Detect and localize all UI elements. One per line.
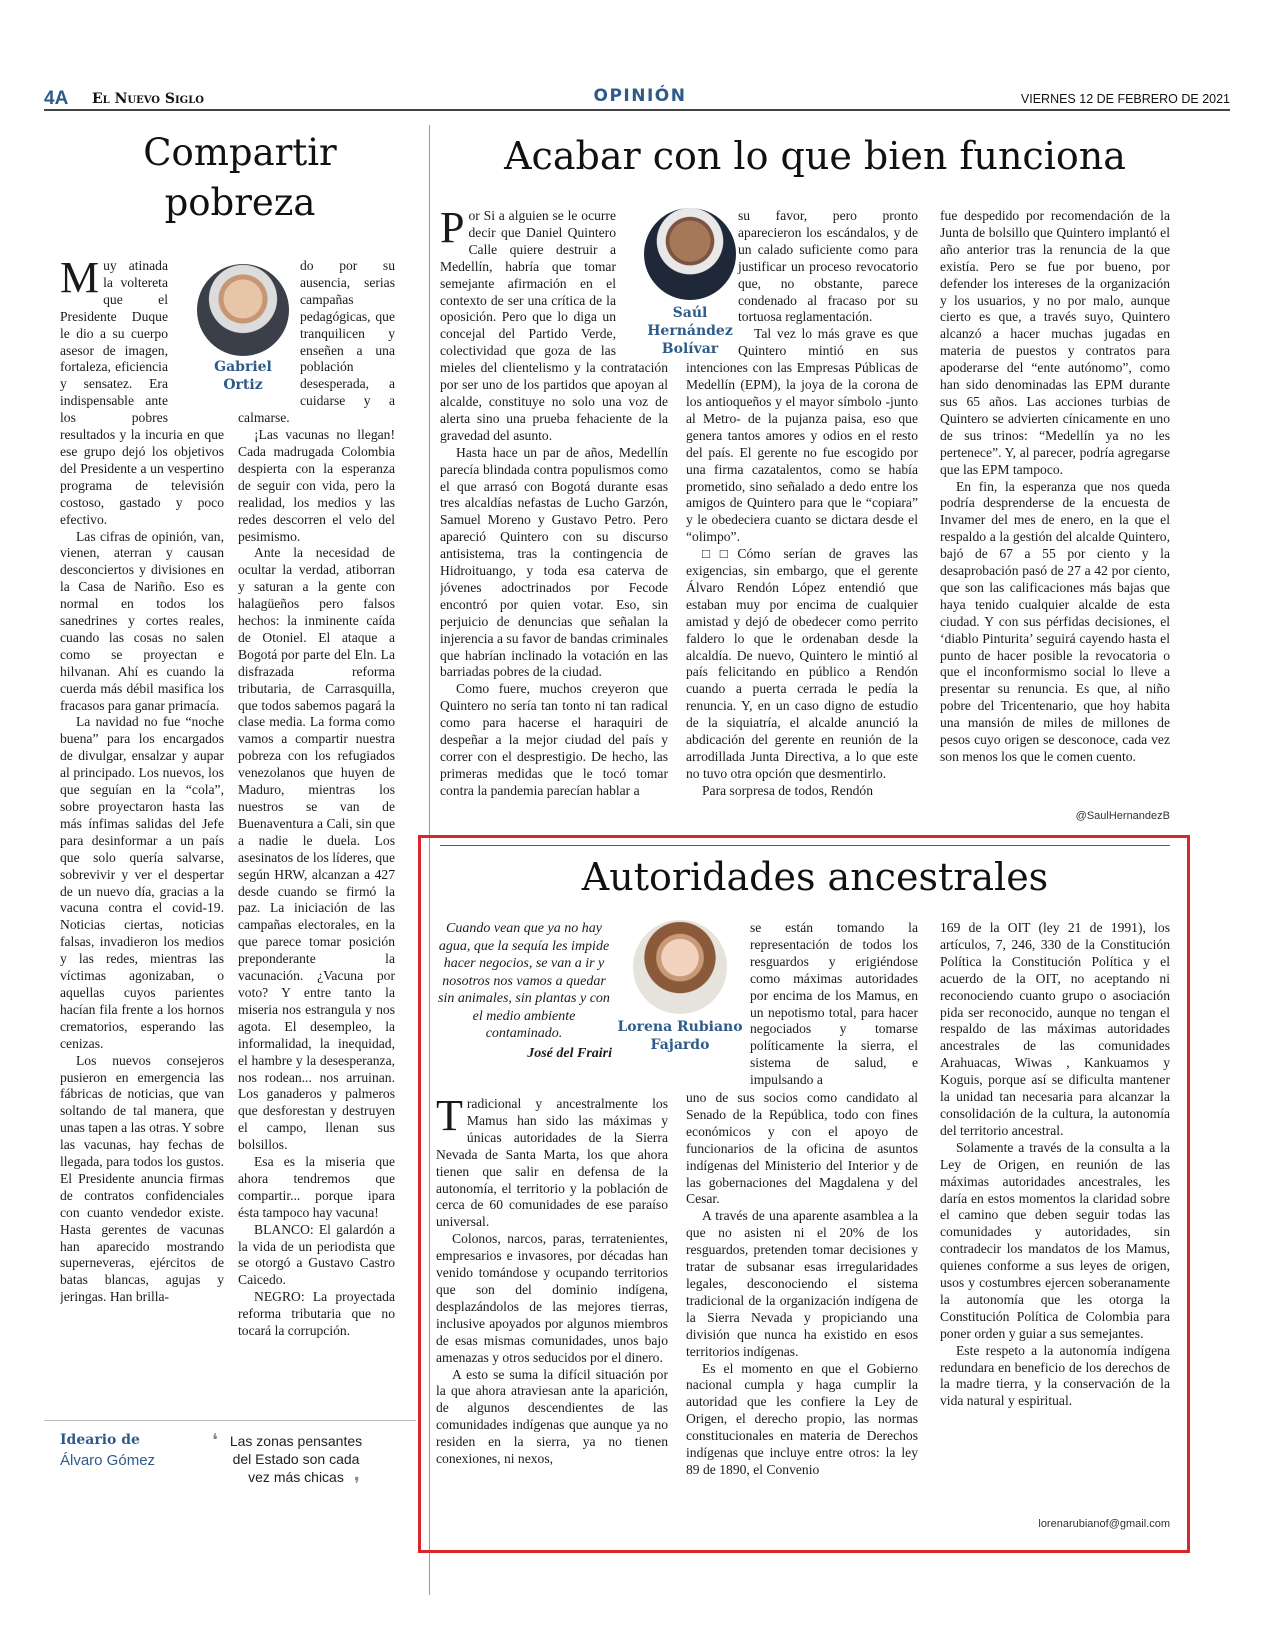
paragraph: Es el momento en que el Gobierno nacional cumpla y haga cumplir la autoridad que les confiere la Ley de Origen, el derecho propio, las normas constitucionales en materia de Derechos indígenas que incluye entre otros: la ley 89 de 1890, el Convenio	[686, 1360, 918, 1477]
paragraph: Esa es la miseria que ahora tendremos que compartir... porque ipara ésta tampoco hay vacuna!	[238, 1154, 395, 1220]
paragraph: Solamente a través de la consulta a la Ley de Origen, en reunión de las máximas autoridades ancestrales, les daría en estos momentos la claridad sobre el camino que deben seguir todas las comunidades y autoridades, sin contradecir los mandatos de los Mamus, quienes conforme a sus leyes de origen, usos y costumbres ejercen soberanamente la autonomía que les otorga la Constitución Política de Colombia para poner orden y guiar a sus semejantes.	[940, 1139, 1170, 1341]
paragraph: BLANCO: El galardón a la vida de un periodista que se otorgó a Gustavo Castro Caicedo.	[238, 1221, 395, 1288]
bottom-article-col-1	[436, 1096, 668, 1536]
section-title: OPINIÓN	[593, 86, 687, 106]
epigraph-author: José del Frairi	[527, 1045, 612, 1061]
bottom-article-col-3	[940, 920, 1170, 1460]
ideario-name: Álvaro Gómez	[60, 1452, 156, 1469]
photo-spacer	[686, 208, 738, 358]
top-signature: @SaulHernandezB	[1075, 810, 1170, 822]
paragraph: Ante la necesidad de ocultar la verdad, atiborran y saturan a la gente con halagüeños pero falsos hechos: la inminente caída de Otoniel. El ataque a Bogotá por parte del Eln. La disfrazada reforma tributaria, de Carrasquilla, que todos sabemos pagará la clase media. La forma como vamos a compartir nuestra pobreza con los refugiados venezolanos que huyen de Maduro, mientras los nuestros se van de Buenaventura a Cali, sin que a nadie le duela. Los asesinatos de los líderes, que según HRW, alcanzan a 427 desde cuando se firmó la paz. La iniciación de las campañas electorales, en la que parece tomar posición preponderante la vacunación. ¿Vacuna por voto? Y entre tanto la miseria nos estrangula y nos agota. El desempleo, la informalidad, la inequidad, el hambre y la desesperanza, nos rodean... nos arruinan. Los ganaderos y palmeros que desforestan y destruyen el campo, llenan sus bolsillos.	[238, 545, 395, 1153]
drop-cap: M	[60, 258, 100, 302]
paragraph: uno de sus socios como candidato al Senado de la República, todo con fines económicos y con el apoyo de funcionarios de la oficina de asuntos indígenas del Ministerio del Interior y de las gobernaciones del Magdalena y del Cesar.	[686, 1090, 918, 1207]
bottom-author-name: Lorena Rubiano Fajardo	[617, 1019, 743, 1053]
paper-name: El Nuevo Siglo	[92, 91, 204, 107]
paragraph: Para sorpresa de todos, Rendón	[702, 782, 874, 798]
paragraph: fue despedido por recomendación de la Junta de bolsillo que Quintero implantó el año anterior tras la renuncia de la que existía. Pero se fue por bueno, por defender los intereses de la organización y los usuarios, y no por malo, aunque cierto es que, a través suyo, Quintero alcanzó a hacer muchas jugadas en materia de puestos y contratos para apoderarse del “ente autónomo”, como han sido denominadas las EPM durante sus 65 años. Las acciones turbias de Quintero se advierten cínicamente en uno de sus trinos: “Medellín ya no les pertenece”. Y, al parecer, podría agregarse que las EPM tampoco.	[940, 208, 1170, 477]
photo-spacer	[168, 258, 224, 416]
paragraph: NEGRO: La proyectada reforma tributaria que no tocará la corrupción.	[238, 1289, 395, 1339]
bottom-epigraph	[436, 920, 612, 1062]
top-article-col-3	[940, 208, 1170, 808]
paragraph: □□Cómo serían de graves las exigencias, sin embargo, que el gerente Álvaro Rendón López entendió que estaban muy por encima de cualquier amistad y dejó de obedecer como perrito faldero lo que le ordenaban desde la alcaldía. De nuevo, Quintero le mintió al país felicitando en público a Rendón cuando a puerta cerrada le pedía la renuncia. Y, en un caso digno de estudio de la siquiatría, el alcalde anunció la abdicación del gerente en reunión de la arrodillada Junta Directiva, a lo que este no tuvo otra opción que desmentirlo.	[686, 546, 918, 781]
paragraph: Hasta hace un par de años, Medellín parecía blindada contra populismos como el que arrasó con Bogotá durante esas tres alcaldías nefastas de Lucho Garzón, Samuel Moreno y Gustavo Petro. Pero apareció Quintero con su discurso antisistema, tras la contingencia de Hidroituango, y toda esa caterva de jóvenes adoctrinados por Fecode encontró por quien votar. Eso, sin perjuicio de denuncias que señalan la injerencia a su favor de bandas criminales que habrían inclinado la votación en las barriadas pobres de la ciudad.	[440, 444, 668, 680]
bottom-article-rule	[440, 845, 1170, 846]
bottom-article-col-2-top	[750, 920, 918, 1090]
left-article-col-2	[238, 258, 395, 1408]
left-author-name: Gabriel Ortiz	[214, 359, 272, 393]
paragraph: A esto se suma la difícil situación por la que ahora atraviesan ante la aparición, de algunos descendientes de las comunidades indígenas que aunque ya no residen en la sierra, ya no tienen conexiones, ni nexos,	[436, 1366, 668, 1467]
drop-cap: T	[436, 1096, 463, 1140]
top-author-name: Saúl Hernández Bolívar	[647, 305, 733, 357]
epigraph-text: Cuando vean que ya no hay agua, que la sequía les impide hacer negocios, se van a ir y nosotros nos vamos a quedar sin animales, sin plantas y con el medio ambiente contaminado.	[438, 921, 610, 1041]
paragraph: Colonos, narcos, paras, terratenientes, empresarios e invasores, por décadas han venido tomándose y ocupando territorios que son del dominio indígena, desplazándolos de las mejores tierras, inclusive apoyados por algunos miembros de esas mismas comunidades, unos bajo amenazas y otros seducidos por el dinero.	[436, 1231, 668, 1365]
photo-spacer	[616, 208, 668, 358]
paragraph: Las cifras de opinión, van, vienen, aterran y causan desconciertos y divisiones en la Casa de Nariño. Eso es normal en todos los sanedrines y cortes reales, cuando las cosas no salen como se proyectan e hilvanan. Ahí es cuando la cuerda más débil masifica los fracasos para ganar primacía.	[60, 528, 224, 713]
paragraph: La navidad no fue “noche buena” para los encargados de divulgar, ensalzar y aupar al principado. Los nuevos, los que seguían en la “cola”, sobre proyectaron hasta las más ínfimas salidas del Jefe para desinformar a un país que solo quería salvarse, sobrevivir y ver el despertar de un nuevo día, gracias a la vacuna contra el covid-19. Noticias ciertas, noticias falsas, invadieron los medios y las redes, mientras las víctimas agonizaban, o aquellas cuyos parientes hacían fila frente a los hornos crematorios, esperando las cenizas.	[60, 714, 224, 1051]
paragraph: A través de una aparente asamblea a la que no asisten ni el 20% de los resguardos, pretenden tomar decisiones y tratar de subsanar esas irregularidades legales, desconociendo el sistema tradicional de la organización indígena de la Sierra Nevada y propiciando una división que nunca ha existido en esos territorios indígenas.	[686, 1208, 918, 1359]
ideario-rule	[44, 1420, 416, 1421]
paragraph: radicional y ancestralmente los Mamus han sido las máximas y únicas autoridades de la Sierra Nevada de Santa Marta, los que ahora tienen que salir en defensa de la autonomía, el territorio y la población de cerca de 60 comunidades de ese paraíso universal.	[436, 1096, 668, 1230]
top-article-col-2	[686, 208, 918, 823]
left-article-col-1	[60, 258, 224, 1408]
top-article-col-1	[440, 208, 668, 823]
bottom-article-col-2	[686, 1090, 918, 1535]
paragraph: Como fuere, muchos creyeron que Quintero no sería tan tonto ni tan radical como para hacerse el haraquiri de despeñar a la mejor ciudad del país y correr con el desprestigio. De hecho, las primeras medidas que le tocó tomar contra la pandemia parecían hablar a	[440, 681, 668, 798]
photo-spacer	[238, 258, 300, 396]
quote-open-icon: ❛	[212, 1430, 218, 1451]
author-portrait-lorena	[633, 920, 727, 1014]
ideario-label: Ideario de	[60, 1432, 140, 1448]
left-article-title: Compartir pobreza	[143, 131, 337, 224]
paragraph: uy atinada la voltereta que el Presidente Duque le dio a su cuerpo asesor de imagen, fortaleza, eficiencia y sensatez. Era indispensable ante los pobres resultados y la incuria en que ese grupo dejó los objetivos del Presidente a un vespertino programa de televisión costoso, gastado y poco efectivo.	[60, 258, 224, 527]
paragraph: do por su ausencia, serias campañas pedagógicas, que tranquilicen y enseñen a una población desesperada, a cuidarse y a calmarse.	[238, 258, 395, 426]
bottom-article-title: Autoridades ancestrales	[581, 855, 1049, 899]
top-article-title: Acabar con lo que bien funciona	[504, 134, 1126, 178]
paragraph: 169 de la OIT (ley 21 de 1991), los artículos, 7, 246, 330 de la Constitución Política la Constitución Política y el acuerdo de la OIT, no aceptando ni reconociendo cuanto grupo o asociación pida ser reconocido, aunque no tengan el respaldo de las máximas autoridades ancestrales de las comunidades Arahuacas, Wiwas , Kankuamos y Koguis, porque así se dificulta mantener la unidad tan necesaria para alcanzar la consolidación de la cultura, la autonomía del territorio ancestral.	[940, 920, 1170, 1138]
paragraph: se están tomando la representación de todos los resguardos y erigiéndose como máximas autoridades por encima de los Mamus, en un nepotismo total, para hacer negociados y tomarse políticamente la sierra, el sistema de salud, e impulsando a	[750, 920, 918, 1088]
bottom-author-block	[612, 920, 748, 1054]
drop-cap: P	[440, 208, 465, 252]
page-number: 4A	[44, 88, 69, 109]
paragraph: Este respeto a la autonomía indígena redundara en beneficio de los derechos de la madre tierra, y la conservación de la vida natural y espiritual.	[940, 1342, 1170, 1409]
paragraph: Los nuevos consejeros pusieron en emergencia las fábricas de noticias, que van soltando de tal manera, que unas tapen a las otras. Y sobre las vacunas, hay fechas de llegada, para todos los gustos. El Presidente anuncia firmas de contratos confidenciales con cuanto vendedor existe. Hasta gerentes de vacunas han aparecido mostrando superneveras, ejércitos de batas blancas, agujas y jeringas. Han brilla-	[60, 1052, 224, 1305]
ideario-quote: Las zonas pensantes del Estado son cada vez más chicas	[229, 1433, 363, 1485]
paragraph: Tal vez lo más grave es que Quintero mintió en sus intenciones con las Empresas Públicas de Medellín (EPM), la joya de la corona de los antioqueños y el mayor símbolo -junto al Metro- de la pujanza paisa, eso que genera tantos amores y odios en el resto del país. El gerente no fue escogido por una firma cazatalentos, como se había prometido, sino señalado a dedo entre los amigos de Quintero para que le “copiara” y le obedeciera cuanto se dictara desde el “olimpo”.	[686, 326, 918, 545]
paragraph: or Si a alguien se le ocurre decir que Daniel Quintero Calle quiere destruir a Medellín, habría que tomar semejante afirmación en el contexto de ser una crítica de la oposición. Pero que lo diga un concejal del Partido Verde, colectividad que goza de las mieles del clientelismo y la contratación por ser uno de los partidos que apoyan al alcalde, constituye no solo una voz de alerta sino una prueba fehaciente de la gravedad del asunto.	[440, 208, 668, 443]
paragraph: su favor, pero pronto aparecieron los escándalos, y de un calado suficiente como para justificar un proceso revocatorio que, no obstante, parece condenado al fracaso por su tortuosa reglamentación.	[738, 208, 918, 325]
quote-close-icon: ❜	[354, 1474, 360, 1495]
header-rule	[44, 109, 1230, 111]
issue-date: VIERNES 12 DE FEBRERO DE 2021	[1020, 92, 1230, 106]
bottom-signature: lorenarubianof@gmail.com	[1038, 1518, 1170, 1530]
paragraph: En fin, la esperanza que nos queda podría desprenderse de la encuesta de Invamer del mes de enero, en la que el respaldo a la gestión del alcalde Quintero, bajó de 67 a 55 por ciento y la desaprobación pasó de 27 a 42 por ciento, que son las calificaciones más bajas que haya tenido cualquier alcalde de esta ciudad. Y con sus pérfidas decisiones, el ‘diablo Pinturita’ seguirá cayendo hasta el punto de hacer posible la revocatoria o que el inconformismo social lo lleve a presentar su renuncia. Es que, al niño pobre del Tricentenario, que hoy habita una mansión de miles de millones de pesos cuyo origen se desconoce, cada vez son menos los que le comen cuento.	[940, 478, 1170, 764]
paragraph: ¡Las vacunas no llegan! Cada madrugada Colombia despierta con la esperanza de seguir con vida, pero la realidad, los medios y las redes descorren el velo del pesimismo.	[238, 427, 395, 544]
